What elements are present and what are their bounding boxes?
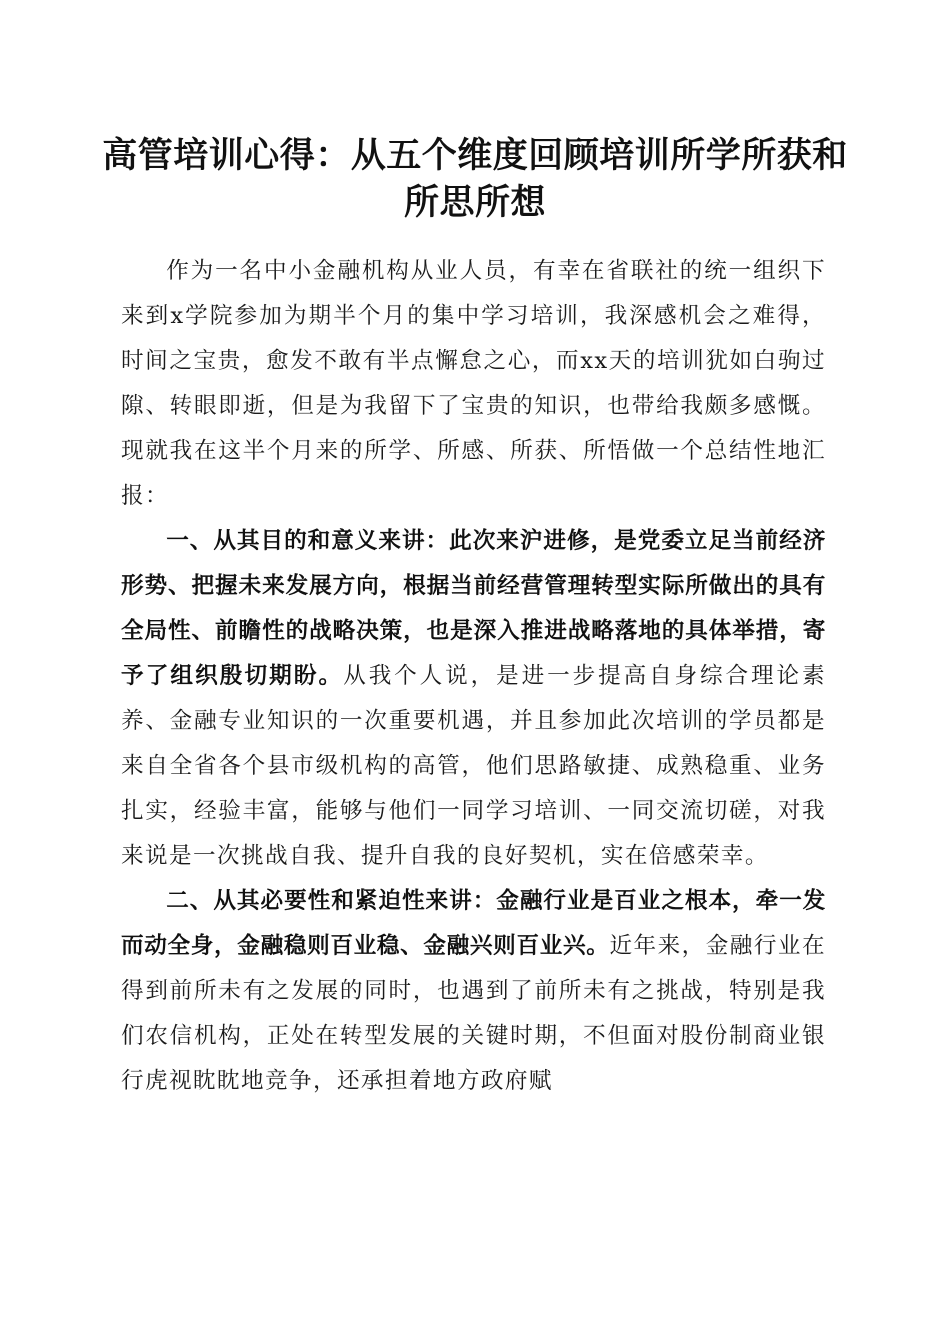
- paragraph-text: 作为一名中小金融机构从业人员，有幸在省联社的统一组织下来到x学院参加为期半个月的集中学习培训，我深感机会之难得，时间之宝贵，愈发不敢有半点懈怠之心，而xx天的培训犹如白驹过隙、转眼即逝，但是为我留下了宝贵的知识，也带给我颇多感慨。现就我在这半个月来的所学、所感、所获、所悟做一个总结性地汇报：: [121, 258, 826, 509]
- paragraph-section-1: [121, 519, 826, 879]
- paragraph-section-2: [121, 879, 826, 1104]
- paragraph-text: 从我个人说，是进一步提高自身综合理论素养、金融专业知识的一次重要机遇，并且参加此次培训的学员都是来自全省各个县市级机构的高管，他们思路敏捷、成熟稳重、业务扎实，经验丰富，能够与他们一同学习培训、一同交流切磋，对我来说是一次挑战自我、提升自我的良好契机，实在倍感荣幸。: [121, 663, 826, 869]
- section-2-heading: 二、从其必要性和紧迫性来讲：金融行业是百业之根本，牵一发而动全身，金融稳则百业稳、金融兴则百业兴。: [121, 888, 826, 959]
- document-body: [121, 249, 826, 1104]
- section-1-heading: 一、从其目的和意义来讲：此次来沪进修，是党委立足当前经济形势、把握未来发展方向，根据当前经营管理转型实际所做出的具有全局性、前瞻性的战略决策，也是深入推进战略落地的具体举措，寄予了组织殷切期盼。: [121, 528, 826, 689]
- paragraph-text: 近年来，金融行业在得到前所未有之发展的同时，也遇到了前所未有之挑战，特别是我们农信机构，正处在转型发展的关键时期，不但面对股份制商业银行虎视眈眈地竞争，还承担着地方政府赋: [121, 933, 826, 1094]
- document-title: 高管培训心得：从五个维度回顾培训所学所获和所思所想: [102, 135, 848, 223]
- paragraph-intro: [121, 249, 826, 519]
